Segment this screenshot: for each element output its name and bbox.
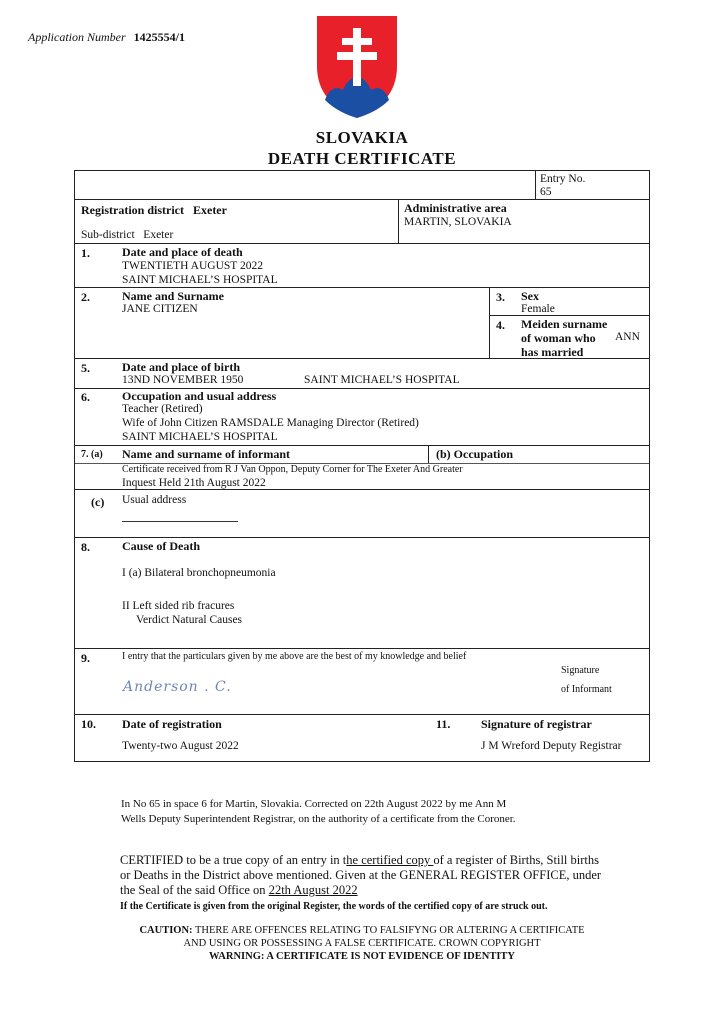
informant-label: Name and surname of informant <box>122 447 290 461</box>
certified-date: 22th August 2022 <box>268 883 358 897</box>
section-1-number: 1. <box>81 246 90 260</box>
caution-line-2: AND USING OR POSSESSING A FALSE CERTIFICATE. CROWN COPYRIGHT <box>183 938 541 949</box>
informant-occupation-label: (b) Occupation <box>436 447 514 461</box>
usual-address-line <box>122 521 238 522</box>
sex-value: Female <box>521 303 555 315</box>
section-5-number: 5. <box>81 361 90 375</box>
section-8-number: 8. <box>81 540 90 554</box>
maiden-surname-label-3: has married <box>521 345 584 359</box>
cause-of-death-label: Cause of Death <box>122 539 200 553</box>
section-10-number: 10. <box>81 717 96 731</box>
application-number-label: Application Number <box>28 30 126 44</box>
document-title: DEATH CERTIFICATE <box>267 149 457 168</box>
sex-label: Sex <box>521 289 539 303</box>
informant-line-1: Certificate received from R J Van Oppon, Deputy Corner for The Exeter And Greater <box>122 464 463 475</box>
maiden-surname-label-1: Meiden surname <box>521 317 608 331</box>
informant-line-2: Inquest Held 21th August 2022 <box>122 477 266 489</box>
certified-statement <box>120 853 640 898</box>
sub-district: Sub-district Exeter <box>81 229 174 241</box>
occupation-line-2: Wife of John Citizen RAMSDALE Managing Director (Retired) <box>122 417 419 429</box>
declaration-text: I entry that the particulars given by me above are the best of my knowledge and belief <box>122 651 467 662</box>
slovak-coat-of-arms-icon <box>315 14 399 120</box>
date-of-registration-value: Twenty-two August 2022 <box>122 740 239 752</box>
place-of-birth: SAINT MICHAEL’S HOSPITAL <box>304 374 460 386</box>
occupation-address-label: Occupation and usual address <box>122 389 277 403</box>
administrative-area-label: Administrative area <box>404 201 507 215</box>
entry-no-label: Entry No. <box>540 173 586 185</box>
correction-note-line-1: In No 65 in space 6 for Martin, Slovakia. Corrected on 22th August 2022 by me Ann M <box>121 798 507 810</box>
signature-label-2: of Informant <box>561 684 612 695</box>
section-11-number: 11. <box>436 717 451 731</box>
date-of-registration-label: Date of registration <box>122 717 222 731</box>
struck-out-note: If the Certificate is given from the original Register, the words of the certified copy of are struck out. <box>120 901 548 912</box>
cause-2: II Left sided rib fracures <box>122 600 235 612</box>
deceased-name: JANE CITIZEN <box>122 303 198 315</box>
section-3-number: 3. <box>496 290 505 304</box>
occupation-line-1: Teacher (Retired) <box>122 403 203 415</box>
certified-line-2: or Deaths in the District above mentioned. Given at the GENERAL REGISTER OFFICE, under <box>120 868 602 882</box>
certified-line-3: the Seal of the said Office on 22th August 2022 <box>120 883 358 897</box>
maiden-surname-label-2: of woman who <box>521 331 596 345</box>
name-surname-label: Name and Surname <box>122 289 225 303</box>
section-2-number: 2. <box>81 290 90 304</box>
certificate-form <box>74 170 650 762</box>
cause-3: Verdict Natural Causes <box>136 614 243 626</box>
registrar-signature-value: J M Wreford Deputy Registrar <box>481 740 622 752</box>
date-place-death-label: Date and place of death <box>122 245 243 259</box>
maiden-surname-value: ANN <box>615 331 640 343</box>
application-number <box>28 30 186 45</box>
caution-block <box>0 924 724 963</box>
correction-note-line-2: Wells Deputy Superintendent Registrar, on the authority of a certificate from the Coroner. <box>121 813 516 825</box>
occupation-line-3: SAINT MICHAEL’S HOSPITAL <box>122 431 278 443</box>
country-title: SLOVAKIA <box>315 128 409 147</box>
caution-line-3: WARNING: A CERTIFICATE IS NOT EVIDENCE OF IDENTITY <box>208 951 516 962</box>
section-6-number: 6. <box>81 390 90 404</box>
informant-signature: Anderson . C. <box>123 679 232 695</box>
date-place-birth-label: Date and place of birth <box>122 360 240 374</box>
registration-district: Registration district Exeter <box>81 203 227 217</box>
section-7c-number: (c) <box>91 495 105 509</box>
place-of-death: SAINT MICHAEL’S HOSPITAL <box>122 274 278 286</box>
cause-1: I (a) Bilateral bronchopneumonia <box>122 567 276 579</box>
usual-address-label: Usual address <box>122 494 187 506</box>
section-4-number: 4. <box>496 318 505 332</box>
signature-label-1: Signature <box>561 665 600 676</box>
section-7-number: 7. (a) <box>81 449 103 460</box>
date-of-death: TWENTIETH AUGUST 2022 <box>122 260 263 272</box>
registrar-signature-label: Signature of registrar <box>481 717 592 731</box>
date-of-birth: 13ND NOVEMBER 1950 <box>122 374 244 386</box>
section-9-number: 9. <box>81 651 90 665</box>
correction-note <box>121 797 591 827</box>
administrative-area-value: MARTIN, SLOVAKIA <box>404 216 512 228</box>
application-number-value: 1425554/1 <box>133 30 186 44</box>
caution-line-1: CAUTION: THERE ARE OFFENCES RELATING TO FALSIFYNG OR ALTERING A CERTIFICATE <box>139 925 585 936</box>
entry-no-value: 65 <box>540 186 552 198</box>
certified-line-1: CERTIFIED to be a true copy of an entry in the certified copy of a register of Births, Still births <box>120 853 599 867</box>
